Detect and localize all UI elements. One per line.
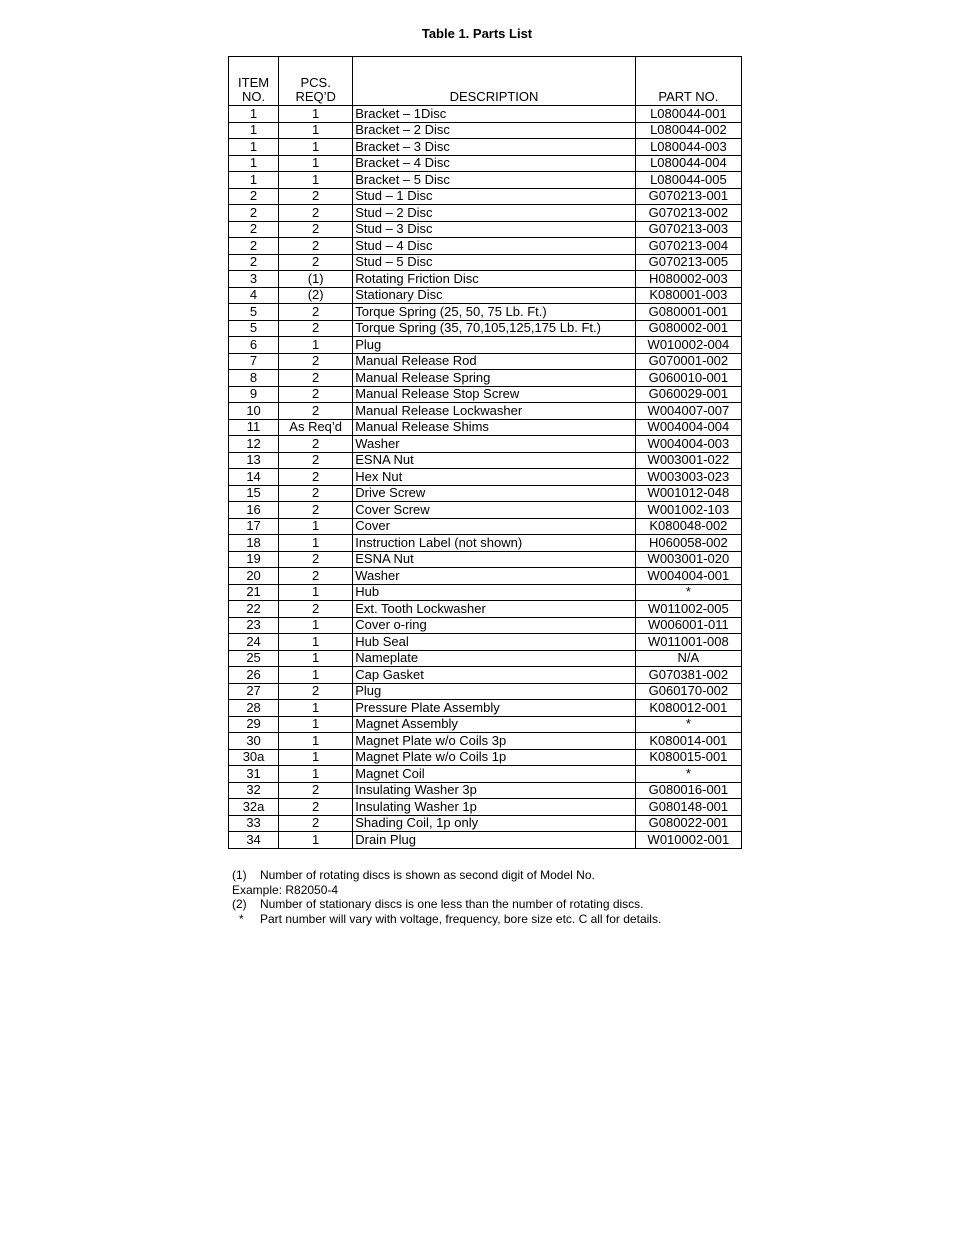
pcs-reqd-cell: 1 — [279, 106, 353, 123]
pcs-reqd-cell: 2 — [279, 370, 353, 387]
description-cell: Stud – 1 Disc — [353, 188, 636, 205]
table-row — [229, 535, 742, 552]
table-row — [229, 601, 742, 618]
footnote-example: Example: R82050-4 — [232, 882, 339, 897]
item-no-cell: 24 — [229, 634, 279, 651]
pcs-reqd-cell: 2 — [279, 238, 353, 255]
item-no-cell: 30a — [229, 749, 279, 766]
item-no-cell: 31 — [229, 766, 279, 783]
header-description: DESCRIPTION — [353, 57, 636, 106]
table-row — [229, 650, 742, 667]
pcs-reqd-cell: 1 — [279, 766, 353, 783]
description-cell: Magnet Plate w/o Coils 3p — [353, 733, 636, 750]
part-no-cell: G080016-001 — [635, 782, 741, 799]
pcs-reqd-cell: 2 — [279, 782, 353, 799]
table-row — [229, 634, 742, 651]
part-no-cell: W003001-022 — [635, 452, 741, 469]
table-row — [229, 122, 742, 139]
table-row — [229, 815, 742, 832]
table-row — [229, 469, 742, 486]
pcs-reqd-cell: 1 — [279, 535, 353, 552]
footnote — [232, 868, 752, 883]
pcs-reqd-cell: 2 — [279, 502, 353, 519]
description-cell: Drive Screw — [353, 485, 636, 502]
table-row — [229, 304, 742, 321]
part-no-cell: G080002-001 — [635, 320, 741, 337]
description-cell: ESNA Nut — [353, 452, 636, 469]
item-no-cell: 2 — [229, 188, 279, 205]
part-no-cell: W006001-011 — [635, 617, 741, 634]
description-cell: Stud – 5 Disc — [353, 254, 636, 271]
item-no-cell: 8 — [229, 370, 279, 387]
pcs-reqd-cell: 1 — [279, 634, 353, 651]
pcs-reqd-cell: 2 — [279, 469, 353, 486]
item-no-cell: 32 — [229, 782, 279, 799]
description-cell: Magnet Coil — [353, 766, 636, 783]
pcs-reqd-cell: 2 — [279, 815, 353, 832]
part-no-cell: G080022-001 — [635, 815, 741, 832]
pcs-reqd-cell: 1 — [279, 122, 353, 139]
table-row — [229, 238, 742, 255]
item-no-cell: 19 — [229, 551, 279, 568]
pcs-reqd-cell: 2 — [279, 304, 353, 321]
pcs-reqd-cell: 2 — [279, 386, 353, 403]
table-row — [229, 667, 742, 684]
table-row — [229, 419, 742, 436]
item-no-cell: 2 — [229, 221, 279, 238]
item-no-cell: 6 — [229, 337, 279, 354]
item-no-cell: 5 — [229, 304, 279, 321]
part-no-cell: G060010-001 — [635, 370, 741, 387]
description-cell: Drain Plug — [353, 832, 636, 849]
pcs-reqd-cell: 2 — [279, 799, 353, 816]
item-no-cell: 28 — [229, 700, 279, 717]
table-body — [229, 106, 742, 849]
table-row — [229, 617, 742, 634]
description-cell: Magnet Plate w/o Coils 1p — [353, 749, 636, 766]
part-no-cell: K080014-001 — [635, 733, 741, 750]
pcs-reqd-cell: 1 — [279, 139, 353, 156]
table-row — [229, 749, 742, 766]
description-cell: Manual Release Spring — [353, 370, 636, 387]
description-cell: Manual Release Shims — [353, 419, 636, 436]
pcs-reqd-cell: 1 — [279, 733, 353, 750]
pcs-reqd-cell: 2 — [279, 188, 353, 205]
header-pcs-line2: REQ’D — [295, 89, 336, 104]
footnote — [232, 897, 752, 912]
item-no-cell: 4 — [229, 287, 279, 304]
pcs-reqd-cell: (1) — [279, 271, 353, 288]
pcs-reqd-cell: 1 — [279, 832, 353, 849]
pcs-reqd-cell: 1 — [279, 650, 353, 667]
pcs-reqd-cell: 1 — [279, 518, 353, 535]
description-cell: Plug — [353, 683, 636, 700]
part-no-cell: G070213-001 — [635, 188, 741, 205]
part-no-cell: K080001-003 — [635, 287, 741, 304]
part-no-cell: L080044-002 — [635, 122, 741, 139]
table-row — [229, 716, 742, 733]
description-cell: Hub — [353, 584, 636, 601]
description-cell: Torque Spring (25, 50, 75 Lb. Ft.) — [353, 304, 636, 321]
header-part-no: PART NO. — [635, 57, 741, 106]
description-cell: Nameplate — [353, 650, 636, 667]
part-no-cell: L080044-005 — [635, 172, 741, 189]
table-row — [229, 584, 742, 601]
table-row — [229, 155, 742, 172]
description-cell: Washer — [353, 568, 636, 585]
table-row — [229, 320, 742, 337]
table-row — [229, 683, 742, 700]
part-no-cell: * — [635, 766, 741, 783]
part-no-cell: L080044-004 — [635, 155, 741, 172]
part-no-cell: W001002-103 — [635, 502, 741, 519]
description-cell: Instruction Label (not shown) — [353, 535, 636, 552]
item-no-cell: 1 — [229, 172, 279, 189]
pcs-reqd-cell: 1 — [279, 749, 353, 766]
item-no-cell: 2 — [229, 238, 279, 255]
item-no-cell: 18 — [229, 535, 279, 552]
description-cell: Pressure Plate Assembly — [353, 700, 636, 717]
item-no-cell: 20 — [229, 568, 279, 585]
description-cell: Bracket – 1Disc — [353, 106, 636, 123]
table-row — [229, 139, 742, 156]
part-no-cell: G070213-003 — [635, 221, 741, 238]
item-no-cell: 7 — [229, 353, 279, 370]
footnotes — [232, 868, 752, 926]
part-no-cell: K080012-001 — [635, 700, 741, 717]
pcs-reqd-cell: 2 — [279, 485, 353, 502]
pcs-reqd-cell: 1 — [279, 172, 353, 189]
part-no-cell: G060170-002 — [635, 683, 741, 700]
part-no-cell: L080044-003 — [635, 139, 741, 156]
pcs-reqd-cell: 2 — [279, 452, 353, 469]
header-pcs-reqd — [279, 57, 353, 106]
description-cell: Cover Screw — [353, 502, 636, 519]
footnote-marker: (1) — [232, 868, 247, 882]
table-row — [229, 205, 742, 222]
item-no-cell: 25 — [229, 650, 279, 667]
item-no-cell: 1 — [229, 122, 279, 139]
part-no-cell: W010002-004 — [635, 337, 741, 354]
description-cell: Stud – 3 Disc — [353, 221, 636, 238]
item-no-cell: 1 — [229, 139, 279, 156]
item-no-cell: 13 — [229, 452, 279, 469]
table-title: Table 1. Parts List — [421, 26, 533, 41]
part-no-cell: N/A — [635, 650, 741, 667]
table-row — [229, 452, 742, 469]
part-no-cell: W001012-048 — [635, 485, 741, 502]
pcs-reqd-cell: 1 — [279, 337, 353, 354]
part-no-cell: W010002-001 — [635, 832, 741, 849]
parts-list-table — [228, 56, 742, 849]
part-no-cell: H060058-002 — [635, 535, 741, 552]
item-no-cell: 22 — [229, 601, 279, 618]
table-row — [229, 403, 742, 420]
pcs-reqd-cell: 2 — [279, 254, 353, 271]
item-no-cell: 1 — [229, 155, 279, 172]
table-row — [229, 551, 742, 568]
part-no-cell: * — [635, 584, 741, 601]
part-no-cell: G070213-005 — [635, 254, 741, 271]
footnote-text: Part number will vary with voltage, frequency, bore size etc. C all for details. — [260, 911, 662, 926]
description-cell: Manual Release Lockwasher — [353, 403, 636, 420]
part-no-cell: G080001-001 — [635, 304, 741, 321]
table-row — [229, 799, 742, 816]
table-row — [229, 370, 742, 387]
table-row — [229, 733, 742, 750]
item-no-cell: 9 — [229, 386, 279, 403]
header-pcs-line1: PCS. — [300, 75, 331, 90]
description-cell: Magnet Assembly — [353, 716, 636, 733]
table-row — [229, 337, 742, 354]
item-no-cell: 3 — [229, 271, 279, 288]
pcs-reqd-cell: 2 — [279, 205, 353, 222]
item-no-cell: 23 — [229, 617, 279, 634]
description-cell: Bracket – 5 Disc — [353, 172, 636, 189]
item-no-cell: 16 — [229, 502, 279, 519]
pcs-reqd-cell: 2 — [279, 320, 353, 337]
part-no-cell: W004004-001 — [635, 568, 741, 585]
pcs-reqd-cell: 2 — [279, 403, 353, 420]
table-row — [229, 782, 742, 799]
item-no-cell: 11 — [229, 419, 279, 436]
description-cell: Hex Nut — [353, 469, 636, 486]
table-row — [229, 353, 742, 370]
description-cell: Plug — [353, 337, 636, 354]
description-cell: Cap Gasket — [353, 667, 636, 684]
item-no-cell: 1 — [229, 106, 279, 123]
part-no-cell: W011002-005 — [635, 601, 741, 618]
part-no-cell: W004004-004 — [635, 419, 741, 436]
item-no-cell: 26 — [229, 667, 279, 684]
item-no-cell: 5 — [229, 320, 279, 337]
part-no-cell: H080002-003 — [635, 271, 741, 288]
footnote — [232, 912, 752, 927]
item-no-cell: 29 — [229, 716, 279, 733]
description-cell: Shading Coil, 1p only — [353, 815, 636, 832]
part-no-cell: L080044-001 — [635, 106, 741, 123]
pcs-reqd-cell: 2 — [279, 436, 353, 453]
table-row — [229, 254, 742, 271]
table-row — [229, 766, 742, 783]
pcs-reqd-cell: 1 — [279, 584, 353, 601]
table-row — [229, 172, 742, 189]
header-item-no-line2: NO. — [241, 89, 266, 104]
part-no-cell: G070213-002 — [635, 205, 741, 222]
pcs-reqd-cell: 2 — [279, 683, 353, 700]
pcs-reqd-cell: 2 — [279, 601, 353, 618]
table-row — [229, 502, 742, 519]
item-no-cell: 30 — [229, 733, 279, 750]
table-row — [229, 436, 742, 453]
pcs-reqd-cell: (2) — [279, 287, 353, 304]
part-no-cell: W004007-007 — [635, 403, 741, 420]
pcs-reqd-cell: 1 — [279, 667, 353, 684]
item-no-cell: 21 — [229, 584, 279, 601]
description-cell: Manual Release Stop Screw — [353, 386, 636, 403]
footnote-text: Number of rotating discs is shown as second digit of Model No. — [260, 868, 595, 882]
part-no-cell: G070001-002 — [635, 353, 741, 370]
pcs-reqd-cell: 2 — [279, 353, 353, 370]
part-no-cell: W003001-020 — [635, 551, 741, 568]
item-no-cell: 34 — [229, 832, 279, 849]
description-cell: Manual Release Rod — [353, 353, 636, 370]
table-row — [229, 568, 742, 585]
part-no-cell: W004004-003 — [635, 436, 741, 453]
header-item-no-line1: ITEM — [238, 75, 270, 90]
pcs-reqd-cell: 2 — [279, 221, 353, 238]
description-cell: Insulating Washer 1p — [353, 799, 636, 816]
table-header-row — [229, 57, 742, 106]
item-no-cell: 2 — [229, 254, 279, 271]
table-row — [229, 221, 742, 238]
item-no-cell: 32a — [229, 799, 279, 816]
part-no-cell: W011001-008 — [635, 634, 741, 651]
part-no-cell: G080148-001 — [635, 799, 741, 816]
part-no-cell: W003003-023 — [635, 469, 741, 486]
table-row — [229, 485, 742, 502]
item-no-cell: 2 — [229, 205, 279, 222]
description-cell: Stud – 2 Disc — [353, 205, 636, 222]
item-no-cell: 33 — [229, 815, 279, 832]
description-cell: Bracket – 4 Disc — [353, 155, 636, 172]
table-row — [229, 832, 742, 849]
footnote-text: Number of stationary discs is one less than the number of rotating discs. — [260, 897, 644, 911]
description-cell: Rotating Friction Disc — [353, 271, 636, 288]
part-no-cell: G070381-002 — [635, 667, 741, 684]
header-item-no — [229, 57, 279, 106]
pcs-reqd-cell: 1 — [279, 716, 353, 733]
item-no-cell: 27 — [229, 683, 279, 700]
item-no-cell: 14 — [229, 469, 279, 486]
description-cell: Washer — [353, 436, 636, 453]
description-cell: Stud – 4 Disc — [353, 238, 636, 255]
table-row — [229, 188, 742, 205]
table-row — [229, 106, 742, 123]
description-cell: ESNA Nut — [353, 551, 636, 568]
pcs-reqd-cell: 1 — [279, 617, 353, 634]
item-no-cell: 12 — [229, 436, 279, 453]
part-no-cell: * — [635, 716, 741, 733]
table-row — [229, 386, 742, 403]
description-cell: Bracket – 2 Disc — [353, 122, 636, 139]
pcs-reqd-cell: 1 — [279, 155, 353, 172]
description-cell: Ext. Tooth Lockwasher — [353, 601, 636, 618]
table-row — [229, 287, 742, 304]
item-no-cell: 15 — [229, 485, 279, 502]
description-cell: Torque Spring (35, 70,105,125,175 Lb. Ft.) — [353, 320, 636, 337]
description-cell: Stationary Disc — [353, 287, 636, 304]
footnote-marker: (2) — [232, 897, 247, 911]
part-no-cell: G060029-001 — [635, 386, 741, 403]
pcs-reqd-cell: As Req’d — [279, 419, 353, 436]
table-row — [229, 700, 742, 717]
description-cell: Hub Seal — [353, 634, 636, 651]
part-no-cell: K080015-001 — [635, 749, 741, 766]
pcs-reqd-cell: 2 — [279, 568, 353, 585]
pcs-reqd-cell: 2 — [279, 551, 353, 568]
description-cell: Insulating Washer 3p — [353, 782, 636, 799]
description-cell: Cover o-ring — [353, 617, 636, 634]
part-no-cell: K080048-002 — [635, 518, 741, 535]
description-cell: Bracket – 3 Disc — [353, 139, 636, 156]
part-no-cell: G070213-004 — [635, 238, 741, 255]
table-row — [229, 518, 742, 535]
item-no-cell: 17 — [229, 518, 279, 535]
footnote-marker: * — [239, 911, 244, 926]
description-cell: Cover — [353, 518, 636, 535]
pcs-reqd-cell: 1 — [279, 700, 353, 717]
item-no-cell: 10 — [229, 403, 279, 420]
table-row — [229, 271, 742, 288]
